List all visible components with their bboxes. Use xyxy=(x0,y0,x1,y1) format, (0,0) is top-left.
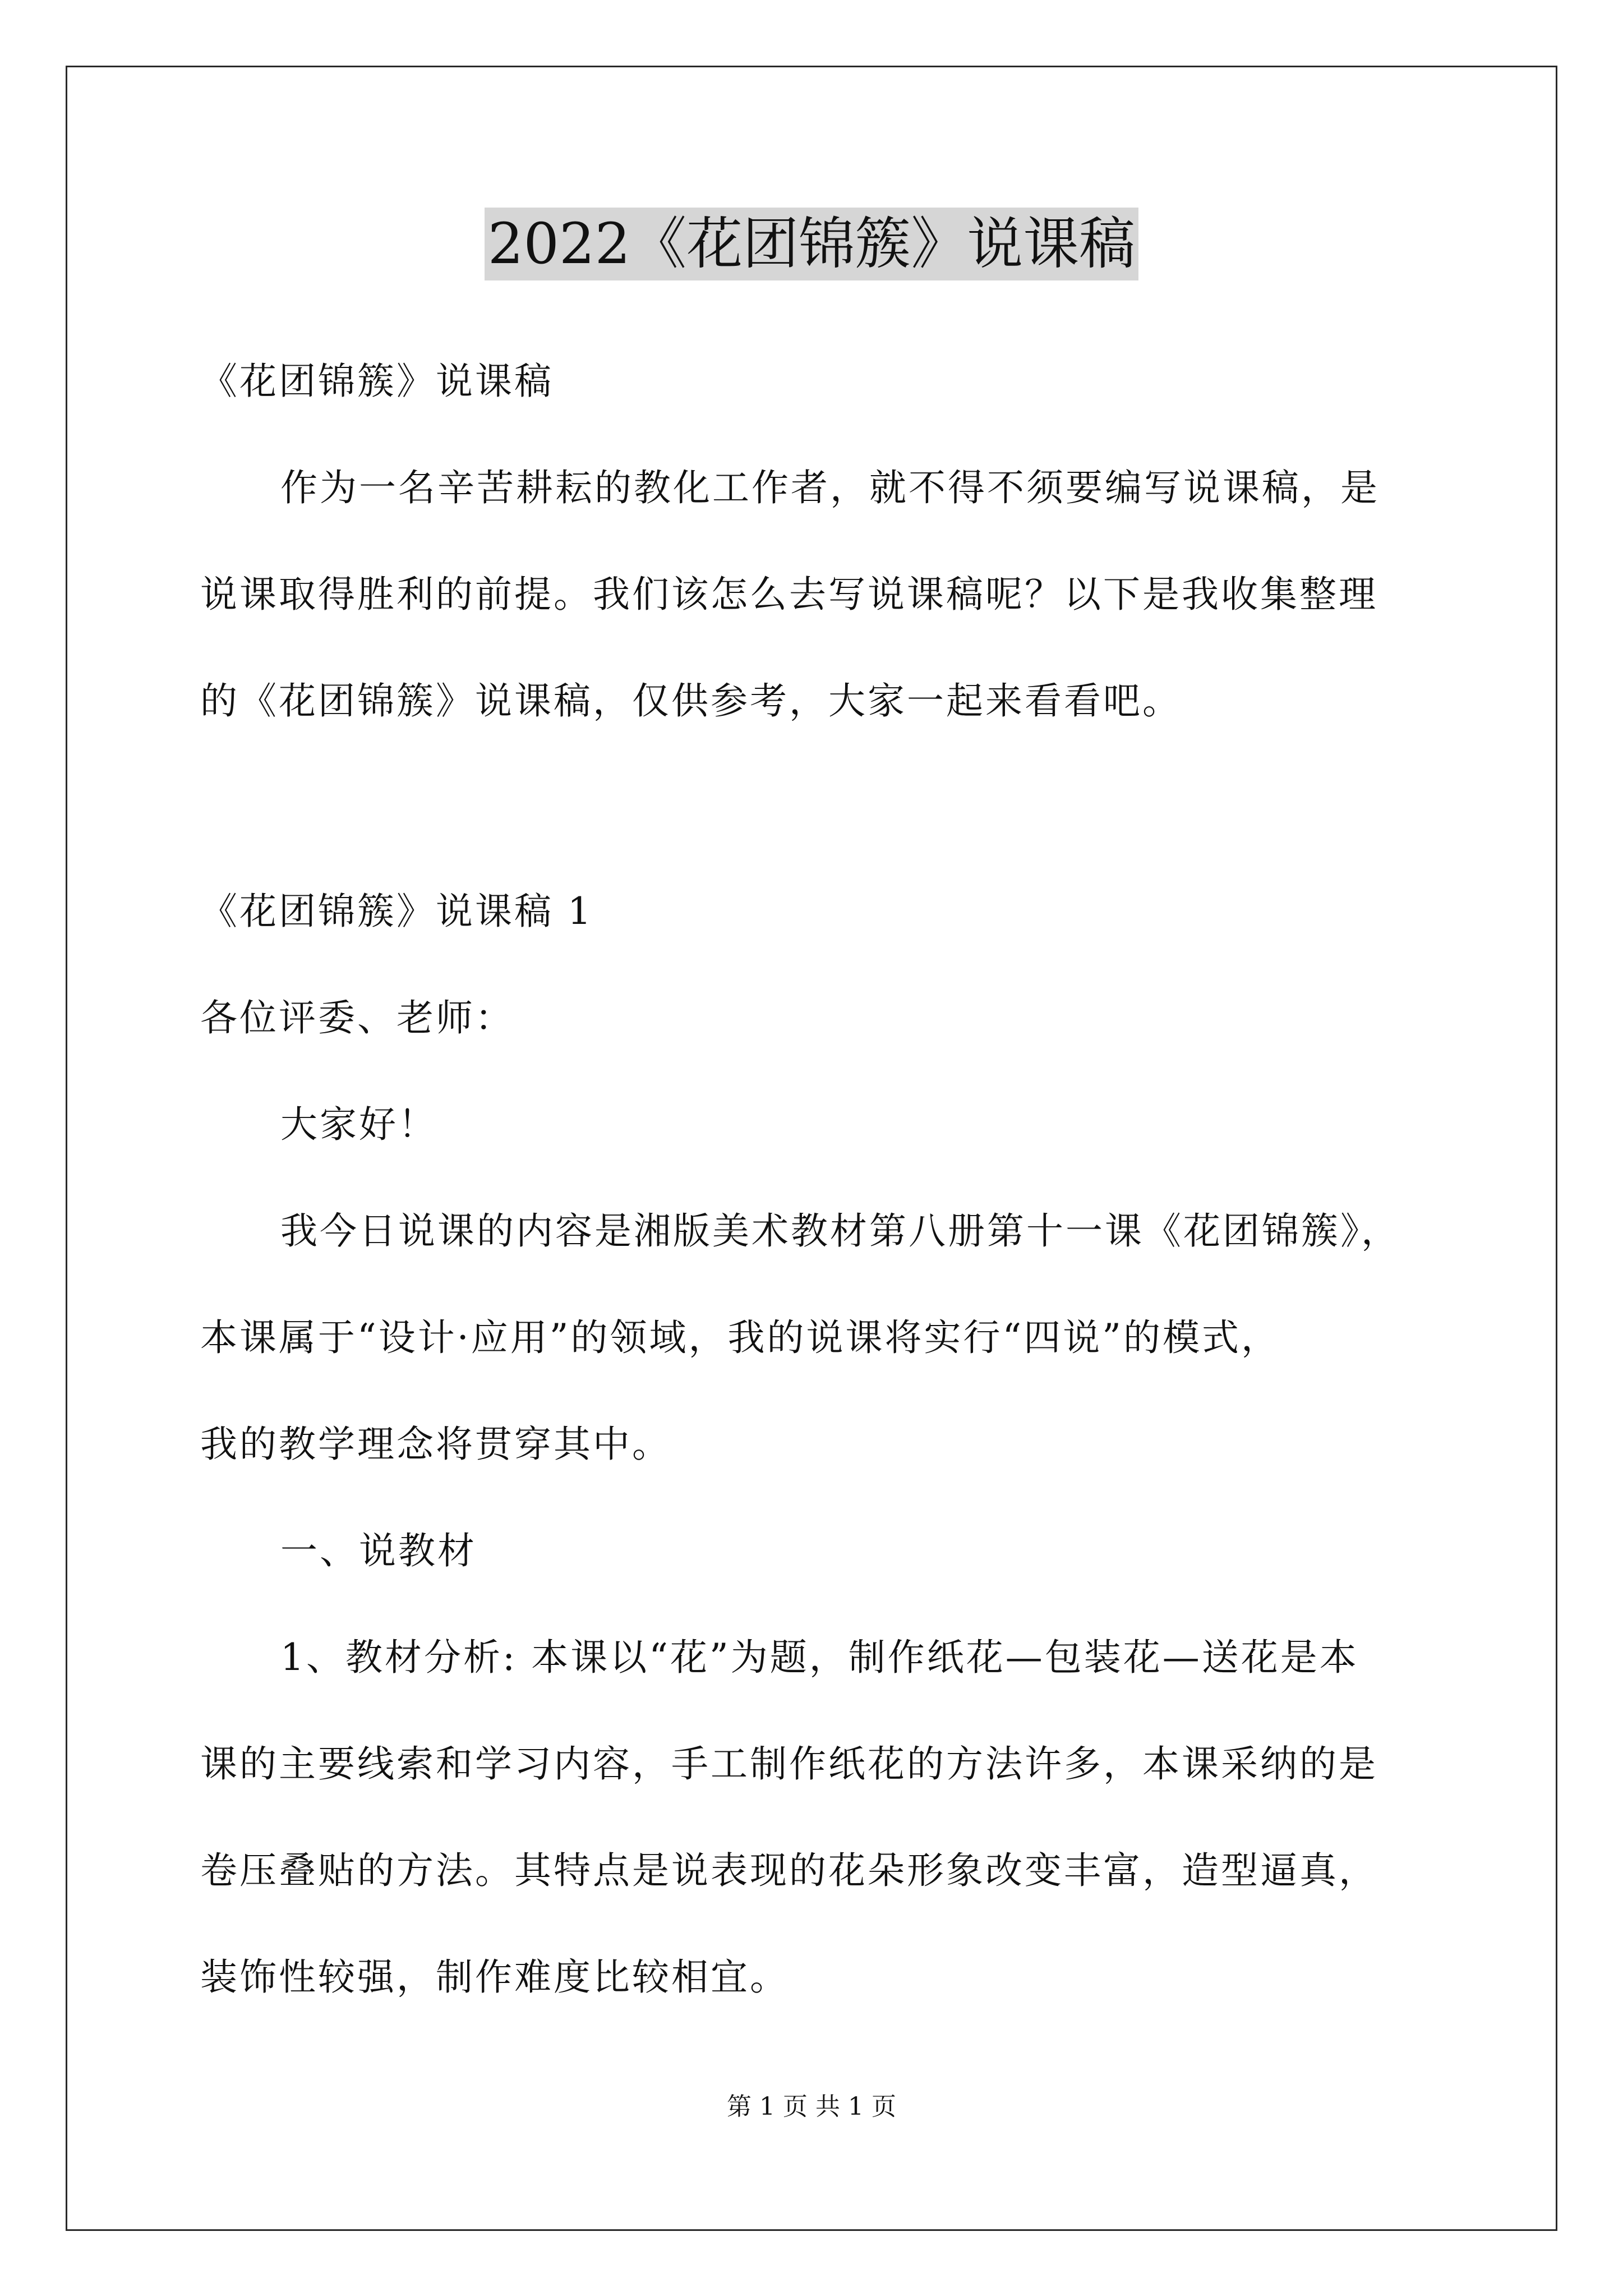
para2-line-1: 1、教材分析: 本课以“花”为题，制作纸花—包装花—送花是本 xyxy=(280,1636,1359,1679)
heading-1: 一、说教材 xyxy=(280,1529,477,1572)
para2-line-3: 卷压叠贴的方法。其特点是说表现的花朵形象改变丰富，造型逼真， xyxy=(200,1849,1378,1892)
para1-line-3: 我的教学理念将贯穿其中。 xyxy=(200,1423,671,1466)
para1-line-2: 本课属于“设计·应用”的领域，我的说课将实行“四说”的模式， xyxy=(200,1316,1280,1359)
hello: 大家好！ xyxy=(280,1103,437,1146)
para2-line-2: 课的主要线索和学习内容，手工制作纸花的方法许多，本课采纳的是 xyxy=(200,1742,1378,1786)
subtitle: 《花团锦簇》说课稿 xyxy=(200,360,554,403)
greeting: 各位评委、老师： xyxy=(200,996,514,1039)
para2-line-4: 装饰性较强，制作难度比较相宜。 xyxy=(200,1955,789,1999)
para1-line-1: 我今日说课的内容是湘版美术教材第八册第十一课《花团锦簇》， xyxy=(280,1209,1400,1253)
page-footer: 第 1 页 共 1 页 xyxy=(727,2092,896,2121)
intro-line-3: 的《花团锦簇》说课稿，仅供参考，大家一起来看看吧。 xyxy=(200,679,1182,723)
title-wrap xyxy=(0,208,1623,280)
intro-line-2: 说课取得胜利的前提。我们该怎么去写说课稿呢？以下是我收集整理 xyxy=(200,573,1378,616)
document-title: 2022《花团锦簇》说课稿 xyxy=(485,208,1139,280)
intro-line-1: 作为一名辛苦耕耘的教化工作者，就不得不须要编写说课稿，是 xyxy=(280,466,1380,509)
section-title: 《花团锦簇》说课稿 1 xyxy=(200,890,593,933)
